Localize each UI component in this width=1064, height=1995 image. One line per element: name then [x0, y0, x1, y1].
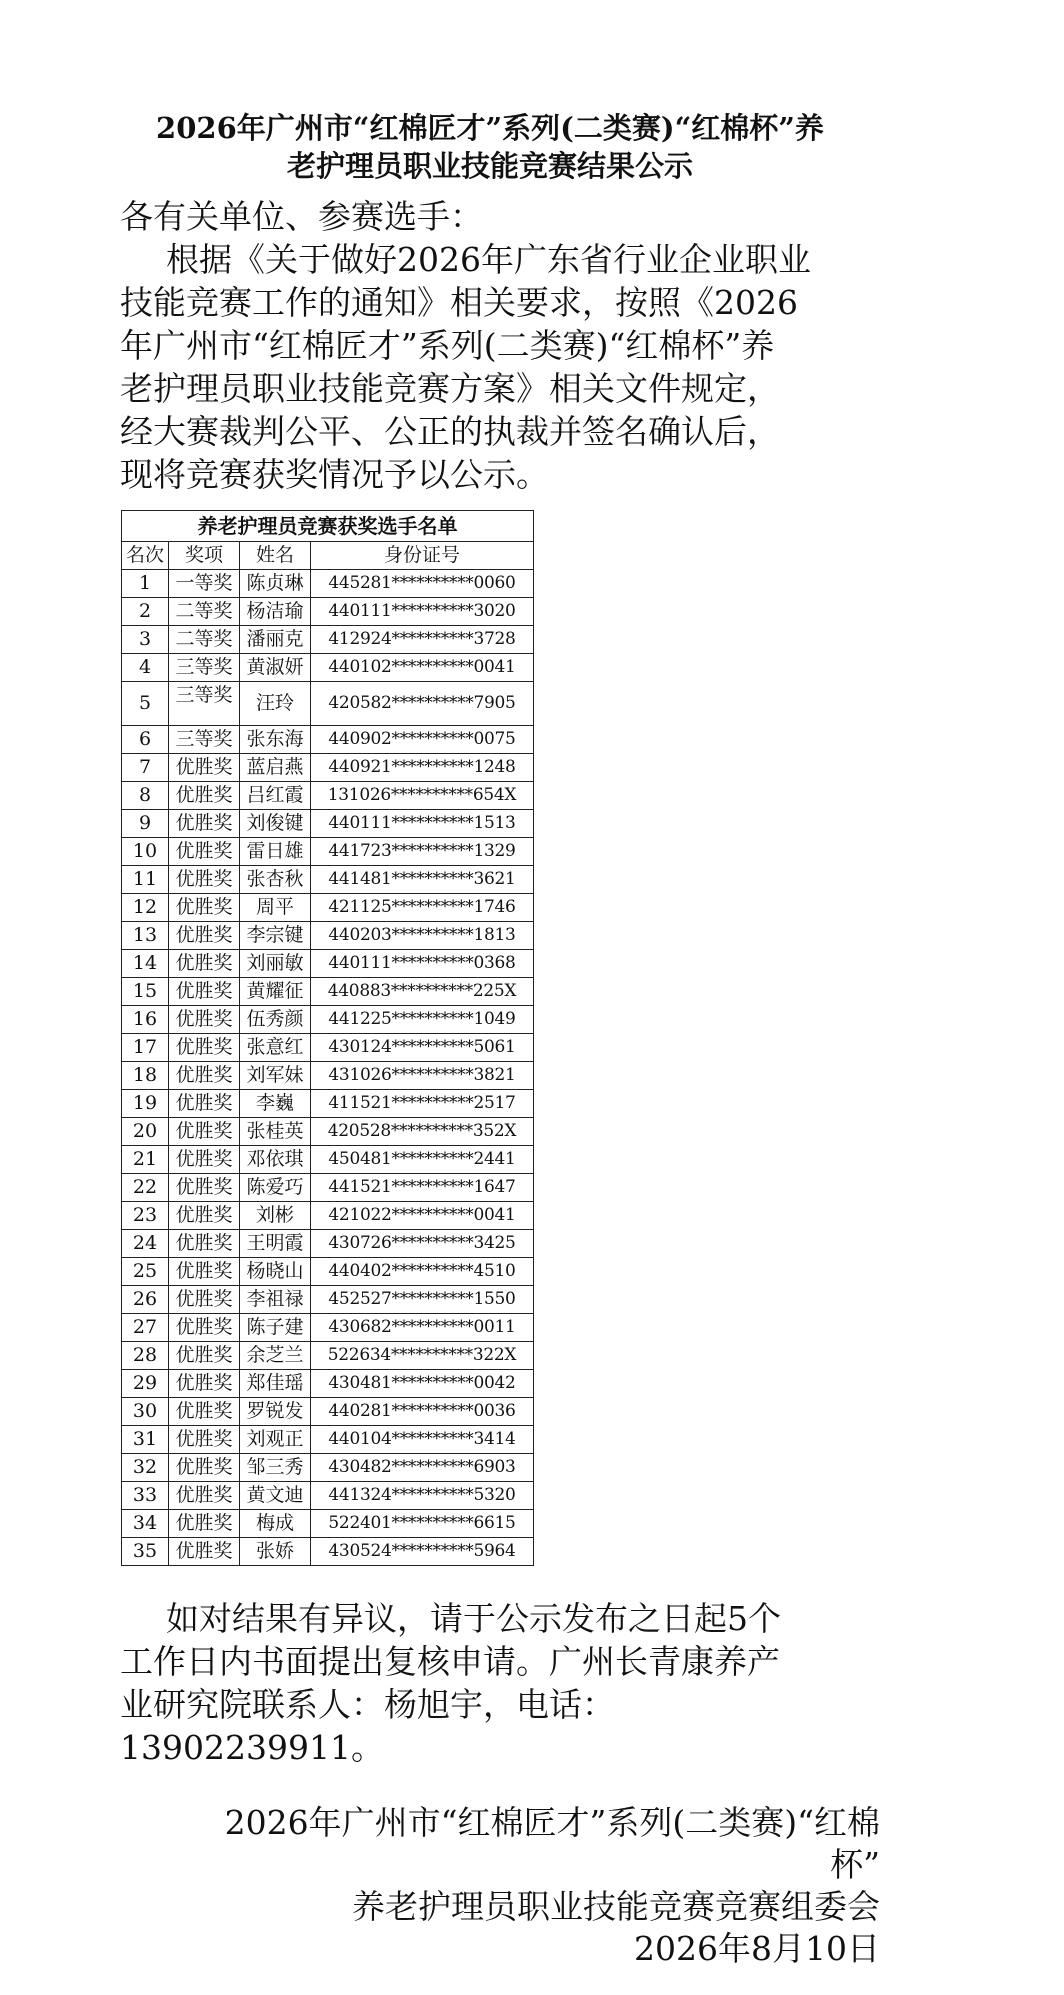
- row-name: 吕红霞: [240, 782, 311, 810]
- row-rank: 16: [122, 1006, 169, 1034]
- intro-line: 经大赛裁判公平、公正的执裁并签名确认后，: [120, 412, 780, 451]
- row-rank: 27: [122, 1314, 169, 1342]
- row-award: 优胜奖: [169, 782, 240, 810]
- table-row: [122, 838, 534, 866]
- row-name: 李祖禄: [240, 1286, 311, 1314]
- header-award: 奖项: [169, 542, 240, 570]
- row-name: 张东海: [240, 726, 311, 754]
- row-name: 张杏秋: [240, 866, 311, 894]
- row-award: 二等奖: [169, 626, 240, 654]
- table-row: [122, 1286, 534, 1314]
- row-name: 刘丽敏: [240, 950, 311, 978]
- row-name: 李宗键: [240, 922, 311, 950]
- row-id-number: 440203**********1813: [311, 922, 534, 950]
- row-award: 优胜奖: [169, 866, 240, 894]
- row-rank: 18: [122, 1062, 169, 1090]
- row-id-number: 441324**********5320: [311, 1482, 534, 1510]
- table-row: [122, 1034, 534, 1062]
- row-name: 潘丽克: [240, 626, 311, 654]
- table-row: [122, 682, 534, 726]
- row-name: 杨晓山: [240, 1258, 311, 1286]
- row-id-number: 440921**********1248: [311, 754, 534, 782]
- table-row: [122, 1454, 534, 1482]
- row-rank: 4: [122, 654, 169, 682]
- table-row: [122, 1090, 534, 1118]
- table-row: [122, 1510, 534, 1538]
- row-award: 优胜奖: [169, 1314, 240, 1342]
- row-rank: 23: [122, 1202, 169, 1230]
- row-rank: 1: [122, 570, 169, 598]
- row-rank: 21: [122, 1146, 169, 1174]
- row-name: 王明霞: [240, 1230, 311, 1258]
- row-id-number: 440111**********0368: [311, 950, 534, 978]
- table-row: [122, 866, 534, 894]
- row-name: 雷日雄: [240, 838, 311, 866]
- row-id-number: 441481**********3621: [311, 866, 534, 894]
- row-award: 优胜奖: [169, 838, 240, 866]
- table-row: [122, 726, 534, 754]
- row-award: 三等奖: [169, 682, 240, 726]
- row-name: 刘彬: [240, 1202, 311, 1230]
- row-id-number: 445281**********0060: [311, 570, 534, 598]
- row-award: 优胜奖: [169, 1342, 240, 1370]
- row-name: 伍秀颜: [240, 1006, 311, 1034]
- row-name: 黄耀征: [240, 978, 311, 1006]
- title-line-1: 2026年广州市“红棉匠才”系列(二类赛)“红棉杯”养: [156, 111, 824, 145]
- row-rank: 29: [122, 1370, 169, 1398]
- row-rank: 34: [122, 1510, 169, 1538]
- row-rank: 25: [122, 1258, 169, 1286]
- row-award: 优胜奖: [169, 1370, 240, 1398]
- row-award: 优胜奖: [169, 1398, 240, 1426]
- row-rank: 30: [122, 1398, 169, 1426]
- row-id-number: 450481**********2441: [311, 1146, 534, 1174]
- row-award: 优胜奖: [169, 810, 240, 838]
- row-name: 刘俊键: [240, 810, 311, 838]
- table-caption: 养老护理员竞赛获奖选手名单: [122, 511, 534, 542]
- table-row: [122, 810, 534, 838]
- table-row: [122, 922, 534, 950]
- row-rank: 15: [122, 978, 169, 1006]
- row-award: 优胜奖: [169, 1090, 240, 1118]
- table-row: [122, 1146, 534, 1174]
- row-id-number: 440883**********225X: [311, 978, 534, 1006]
- row-award: 优胜奖: [169, 1426, 240, 1454]
- row-award: 优胜奖: [169, 754, 240, 782]
- table-row: [122, 1398, 534, 1426]
- table-row: [122, 1230, 534, 1258]
- row-name: 张桂英: [240, 1118, 311, 1146]
- row-id-number: 441225**********1049: [311, 1006, 534, 1034]
- row-rank: 10: [122, 838, 169, 866]
- award-winners-table: [121, 510, 534, 1566]
- row-award: 优胜奖: [169, 1118, 240, 1146]
- row-rank: 26: [122, 1286, 169, 1314]
- table-row: [122, 1370, 534, 1398]
- row-rank: 5: [122, 682, 169, 726]
- row-name: 蓝启燕: [240, 754, 311, 782]
- row-id-number: 430682**********0011: [311, 1314, 534, 1342]
- intro-line: 现将竞赛获奖情况予以公示。: [120, 455, 549, 494]
- signature-block: [120, 1802, 880, 1970]
- row-id-number: 430124**********5061: [311, 1034, 534, 1062]
- row-id-number: 421022**********0041: [311, 1202, 534, 1230]
- intro-section: [120, 195, 880, 496]
- row-id-number: 420582**********7905: [311, 682, 534, 726]
- row-name: 周平: [240, 894, 311, 922]
- row-id-number: 440111**********3020: [311, 598, 534, 626]
- row-rank: 14: [122, 950, 169, 978]
- header-rank: 名次: [122, 542, 169, 570]
- title-line-2: 老护理员职业技能竞赛结果公示: [286, 149, 693, 183]
- row-award: 优胜奖: [169, 1146, 240, 1174]
- row-id-number: 522634**********322X: [311, 1342, 534, 1370]
- table-row: [122, 570, 534, 598]
- salutation: 各有关单位、参赛选手：: [120, 197, 483, 236]
- row-id-number: 440402**********4510: [311, 1258, 534, 1286]
- row-award: 优胜奖: [169, 1174, 240, 1202]
- signature-line-2: 杯”: [830, 1845, 880, 1884]
- row-name: 刘观正: [240, 1426, 311, 1454]
- row-id-number: 430524**********5964: [311, 1538, 534, 1566]
- row-award: 优胜奖: [169, 1034, 240, 1062]
- row-rank: 9: [122, 810, 169, 838]
- row-name: 余芝兰: [240, 1342, 311, 1370]
- row-award: 优胜奖: [169, 978, 240, 1006]
- row-id-number: 131026**********654X: [311, 782, 534, 810]
- row-rank: 8: [122, 782, 169, 810]
- row-id-number: 441723**********1329: [311, 838, 534, 866]
- closing-line: 工作日内书面提出复核申请。广州长青康养产: [120, 1642, 780, 1681]
- row-rank: 31: [122, 1426, 169, 1454]
- row-name: 刘军妹: [240, 1062, 311, 1090]
- table-row: [122, 978, 534, 1006]
- row-rank: 6: [122, 726, 169, 754]
- table-row: [122, 1482, 534, 1510]
- row-name: 汪玲: [240, 682, 311, 726]
- intro-line: 根据《关于做好2026年广东省行业企业职业: [166, 240, 811, 279]
- row-name: 杨洁瑜: [240, 598, 311, 626]
- row-id-number: 440102**********0041: [311, 654, 534, 682]
- signature-organizer: 养老护理员职业技能竞赛竞赛组委会: [352, 1887, 880, 1926]
- row-name: 郑佳瑶: [240, 1370, 311, 1398]
- table-row: [122, 1538, 534, 1566]
- row-award: 三等奖: [169, 726, 240, 754]
- row-name: 张娇: [240, 1538, 311, 1566]
- row-award: 优胜奖: [169, 1202, 240, 1230]
- closing-line: 如对结果有异议，请于公示发布之日起5个: [166, 1599, 781, 1638]
- row-name: 梅成: [240, 1510, 311, 1538]
- row-rank: 28: [122, 1342, 169, 1370]
- row-award: 优胜奖: [169, 1006, 240, 1034]
- row-award: 优胜奖: [169, 950, 240, 978]
- table-row: [122, 1314, 534, 1342]
- row-award: 优胜奖: [169, 1510, 240, 1538]
- row-award: 优胜奖: [169, 1482, 240, 1510]
- row-id-number: 420528**********352X: [311, 1118, 534, 1146]
- table-row: [122, 626, 534, 654]
- row-id-number: 440104**********3414: [311, 1426, 534, 1454]
- row-rank: 12: [122, 894, 169, 922]
- row-rank: 24: [122, 1230, 169, 1258]
- table-body: [122, 570, 534, 1566]
- row-name: 黄文迪: [240, 1482, 311, 1510]
- row-id-number: 522401**********6615: [311, 1510, 534, 1538]
- intro-line: 技能竞赛工作的通知》相关要求，按照《2026: [120, 283, 798, 322]
- row-rank: 2: [122, 598, 169, 626]
- row-id-number: 431026**********3821: [311, 1062, 534, 1090]
- row-award: 优胜奖: [169, 1258, 240, 1286]
- row-award: 优胜奖: [169, 1062, 240, 1090]
- row-name: 陈贞琳: [240, 570, 311, 598]
- row-award: 优胜奖: [169, 1286, 240, 1314]
- table-row: [122, 1118, 534, 1146]
- row-rank: 7: [122, 754, 169, 782]
- table-row: [122, 1006, 534, 1034]
- header-id-number: 身份证号: [311, 542, 534, 570]
- table-row: [122, 754, 534, 782]
- row-rank: 20: [122, 1118, 169, 1146]
- row-id-number: 440902**********0075: [311, 726, 534, 754]
- table-row: [122, 1202, 534, 1230]
- row-id-number: 430482**********6903: [311, 1454, 534, 1482]
- table-row: [122, 598, 534, 626]
- table-row: [122, 1174, 534, 1202]
- row-rank: 33: [122, 1482, 169, 1510]
- row-name: 陈子建: [240, 1314, 311, 1342]
- row-award: 优胜奖: [169, 1454, 240, 1482]
- table-row: [122, 782, 534, 810]
- closing-line: 业研究院联系人：杨旭宇，电话：: [120, 1685, 615, 1724]
- row-id-number: 430481**********0042: [311, 1370, 534, 1398]
- row-rank: 19: [122, 1090, 169, 1118]
- row-award: 优胜奖: [169, 1538, 240, 1566]
- row-award: 优胜奖: [169, 894, 240, 922]
- table-header-row: [122, 542, 534, 570]
- closing-line: 13902239911。: [120, 1728, 384, 1767]
- intro-line: 老护理员职业技能竞赛方案》相关文件规定，: [120, 369, 780, 408]
- row-name: 黄淑妍: [240, 654, 311, 682]
- table-row: [122, 654, 534, 682]
- row-award: 二等奖: [169, 598, 240, 626]
- row-id-number: 411521**********2517: [311, 1090, 534, 1118]
- row-name: 张意红: [240, 1034, 311, 1062]
- closing-section: [120, 1597, 880, 1769]
- row-id-number: 412924**********3728: [311, 626, 534, 654]
- row-award: 一等奖: [169, 570, 240, 598]
- row-rank: 32: [122, 1454, 169, 1482]
- row-rank: 17: [122, 1034, 169, 1062]
- row-id-number: 430726**********3425: [311, 1230, 534, 1258]
- row-rank: 35: [122, 1538, 169, 1566]
- row-rank: 3: [122, 626, 169, 654]
- table-row: [122, 950, 534, 978]
- row-award: 三等奖: [169, 654, 240, 682]
- row-rank: 13: [122, 922, 169, 950]
- row-id-number: 421125**********1746: [311, 894, 534, 922]
- row-id-number: 441521**********1647: [311, 1174, 534, 1202]
- row-award: 优胜奖: [169, 922, 240, 950]
- signature-date: 2026年8月10日: [634, 1929, 880, 1968]
- row-name: 邹三秀: [240, 1454, 311, 1482]
- table-row: [122, 1426, 534, 1454]
- row-name: 陈爱巧: [240, 1174, 311, 1202]
- table-row: [122, 1258, 534, 1286]
- row-rank: 22: [122, 1174, 169, 1202]
- row-name: 邓依琪: [240, 1146, 311, 1174]
- row-id-number: 452527**********1550: [311, 1286, 534, 1314]
- row-id-number: 440111**********1513: [311, 810, 534, 838]
- signature-line-1: 2026年广州市“红棉匠才”系列(二类赛)“红棉: [224, 1803, 880, 1842]
- row-id-number: 440281**********0036: [311, 1398, 534, 1426]
- table-row: [122, 1062, 534, 1090]
- table-row: [122, 894, 534, 922]
- row-name: 罗锐发: [240, 1398, 311, 1426]
- row-award: 优胜奖: [169, 1230, 240, 1258]
- header-name: 姓名: [240, 542, 311, 570]
- table-row: [122, 1342, 534, 1370]
- intro-line: 年广州市“红棉匠才”系列(二类赛)“红棉杯”养: [120, 326, 775, 365]
- row-name: 李巍: [240, 1090, 311, 1118]
- row-rank: 11: [122, 866, 169, 894]
